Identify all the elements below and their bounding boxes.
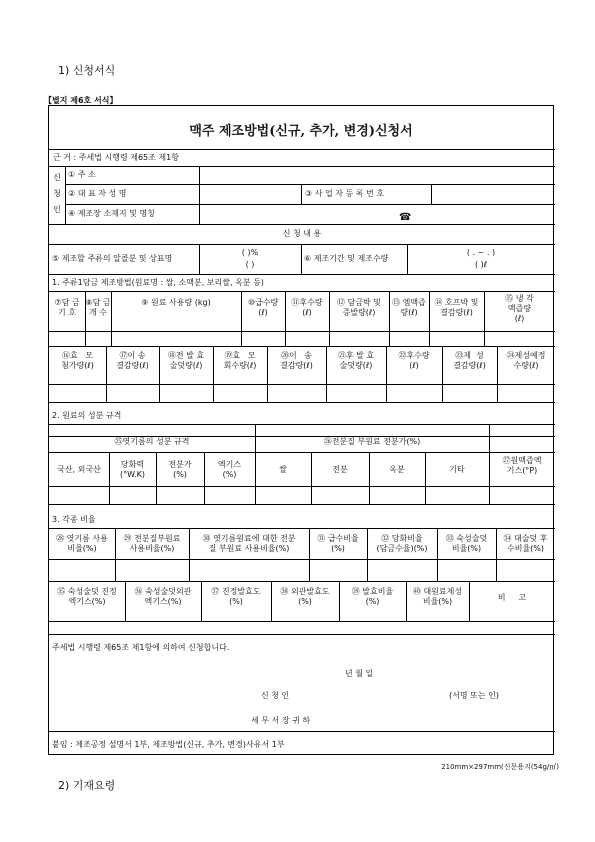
row1-cell-9: ⑮ 냉 각 맥즙량 (ℓ) (505, 294, 534, 323)
sec3-r2-3: ㊲ 진정발효도 (%) (211, 587, 261, 606)
malt-spec-header: ㉕엿기름의 성분 규격 (114, 437, 190, 446)
section3-title: 3. 각종 비율 (52, 515, 96, 524)
kind-value-1: ( )% (241, 248, 259, 257)
sec3-r2-4: ㊳ 외관발효도 (%) (280, 587, 330, 606)
row1-cell-1: ⑦담 금 기 호 (54, 298, 80, 317)
applicant-sign-label: 신 청 인 (261, 691, 290, 700)
row2-cell-5: ⑳이 송 결감량(ℓ) (280, 351, 313, 370)
form-title: 맥주 제조방법(신규, 추가, 변경)신청서 (189, 124, 413, 139)
period-value-1: ( . ~ . ) (466, 248, 496, 257)
sec2-col-8: 기타 (449, 465, 465, 474)
contents-header: 신 청 내 용 (282, 229, 322, 238)
kind-label: ⑤ 제조할 주류의 알콜분 및 상표명 (52, 254, 173, 263)
starch-header: ㉖전분질 부원료 전분가(%) (323, 437, 421, 446)
section-heading-1: 1) 신청서식 (58, 64, 116, 77)
sec3-r1-5: ㉜ 당화비율 (담금수율)(%) (376, 534, 428, 553)
row1-cell-7: ⑬ 엠맥즙 량(ℓ) (392, 298, 426, 317)
row1-cell-8: ⑭ 호프박 및 결감량(ℓ) (434, 298, 479, 317)
sec2-col-2: 당화력 (°W.K) (119, 460, 146, 479)
kind-value-2: ( ) (245, 260, 255, 269)
rep-name-label: ② 대 표 자 성 명 (68, 189, 127, 198)
factory-label: ④ 제조장 소재지 및 명칭 (68, 209, 155, 218)
row1-cell-3: ⑨ 원료 사용량 (kg) (141, 298, 211, 307)
sec2-col-4: 엑기스 (%) (217, 460, 242, 479)
sec3-r2-1: ㉟ 숙성술덧 진정 엑기스(%) (57, 587, 117, 606)
sec3-r1-1: ㉘ 엿기름 사용 비율(%) (56, 534, 108, 553)
row2-cell-3: ⑱전 발 효 술덧량(ℓ) (167, 351, 205, 370)
section1-title: 1. 주류1담금 제조방법(원료명 : 쌀, 소맥분, 보리쌀, 옥분 등) (52, 278, 264, 287)
period-label: ⑥ 제조기간 및 제조수량 (304, 254, 389, 263)
sec3-r1-3: ㉚ 엿기름원료에 대한 전분 질 부원료 사용비율(%) (202, 534, 296, 553)
sec3-r2-7: 비 고 (497, 593, 527, 602)
sign-note: (서명 또는 인) (449, 691, 499, 700)
row1-cell-5: ⑪후수량 (ℓ) (291, 298, 323, 317)
biz-no-label: ③ 사 업 자 등 록 번 호 (305, 189, 385, 198)
section2-title: 2. 원료의 성분 규격 (52, 411, 122, 420)
addressee: 세 무 서 장 귀 하 (251, 716, 311, 725)
attachment-text: 붙임 : 제조공정 설명서 1부, 제조방법(신규, 추가, 변경)사유서 1부 (52, 740, 285, 749)
row2-cell-4: ⑲효 모 회수량(ℓ) (223, 351, 257, 370)
sec2-col-3: 전분가 (%) (168, 460, 192, 479)
row2-cell-2: ⑰이 송 결감량(ℓ) (116, 351, 149, 370)
date-line: 년 월 일 (345, 669, 374, 678)
row2-cell-8: ㉓제 성 결감량(ℓ) (453, 351, 486, 370)
sec2-col-5: 쌀 (279, 465, 287, 474)
form-tag: 【별지 제6호 서식】 (44, 96, 118, 105)
phone-icon: ☎ (399, 212, 412, 223)
basis-text: 근 거 : 주세법 시행령 제65조 제1항 (53, 153, 179, 162)
applicant-label: 신 청 인 (53, 173, 61, 214)
sec3-r1-4: ㉛ 급수비율 (%) (317, 534, 359, 553)
sec2-col-7: 옥분 (389, 465, 405, 474)
row2-cell-7: ㉒후수량 (ℓ) (398, 351, 430, 370)
sec2-col-6: 전분 (332, 465, 348, 474)
declaration-text: 주세법 시행령 제65조 제1항에 의하여 신청합니다. (52, 643, 230, 652)
row1-cell-4: ⑩급수량 (ℓ) (247, 298, 279, 317)
sec3-r2-2: ㊱ 숙성술덧외관 엑기스(%) (134, 587, 192, 606)
section-heading-2: 2) 기재요령 (58, 779, 116, 792)
address-label: ① 주 소 (68, 170, 96, 179)
sec3-r1-6: ㉝ 숙성술덧 비율(%) (445, 534, 488, 553)
application-form (48, 105, 554, 755)
row2-cell-1: ⑯효 모 첨가량(ℓ) (61, 351, 94, 370)
sec2-col-9: ㉗원맥즙엑 기스(°P) (502, 456, 542, 475)
sec3-r1-7: ㉞ 대술덧 후 수비율(%) (503, 534, 548, 553)
sec3-r2-6: ㊵ 대원료제성 비율(%) (412, 587, 463, 606)
row2-cell-6: ㉑후 발 효 술덧량(ℓ) (337, 351, 375, 370)
period-value-2: ( )ℓ (474, 260, 488, 269)
sec3-r2-5: ㊴ 발효비율 (%) (351, 587, 394, 606)
sec2-col-1: 국산, 외국산 (57, 465, 101, 474)
paper-size-note: 210mm×297mm(신문용지(54g/㎡) (441, 763, 559, 771)
row1-cell-6: ⑫ 담금박 및 증발량(ℓ) (337, 298, 381, 317)
sec3-r1-2: ㉙ 전분질부원료 사용비율(%) (123, 534, 181, 553)
row1-cell-2: ⑧담 금 개 수 (85, 298, 111, 317)
row2-cell-9: ㉔제성예정 수량(ℓ) (506, 351, 546, 370)
